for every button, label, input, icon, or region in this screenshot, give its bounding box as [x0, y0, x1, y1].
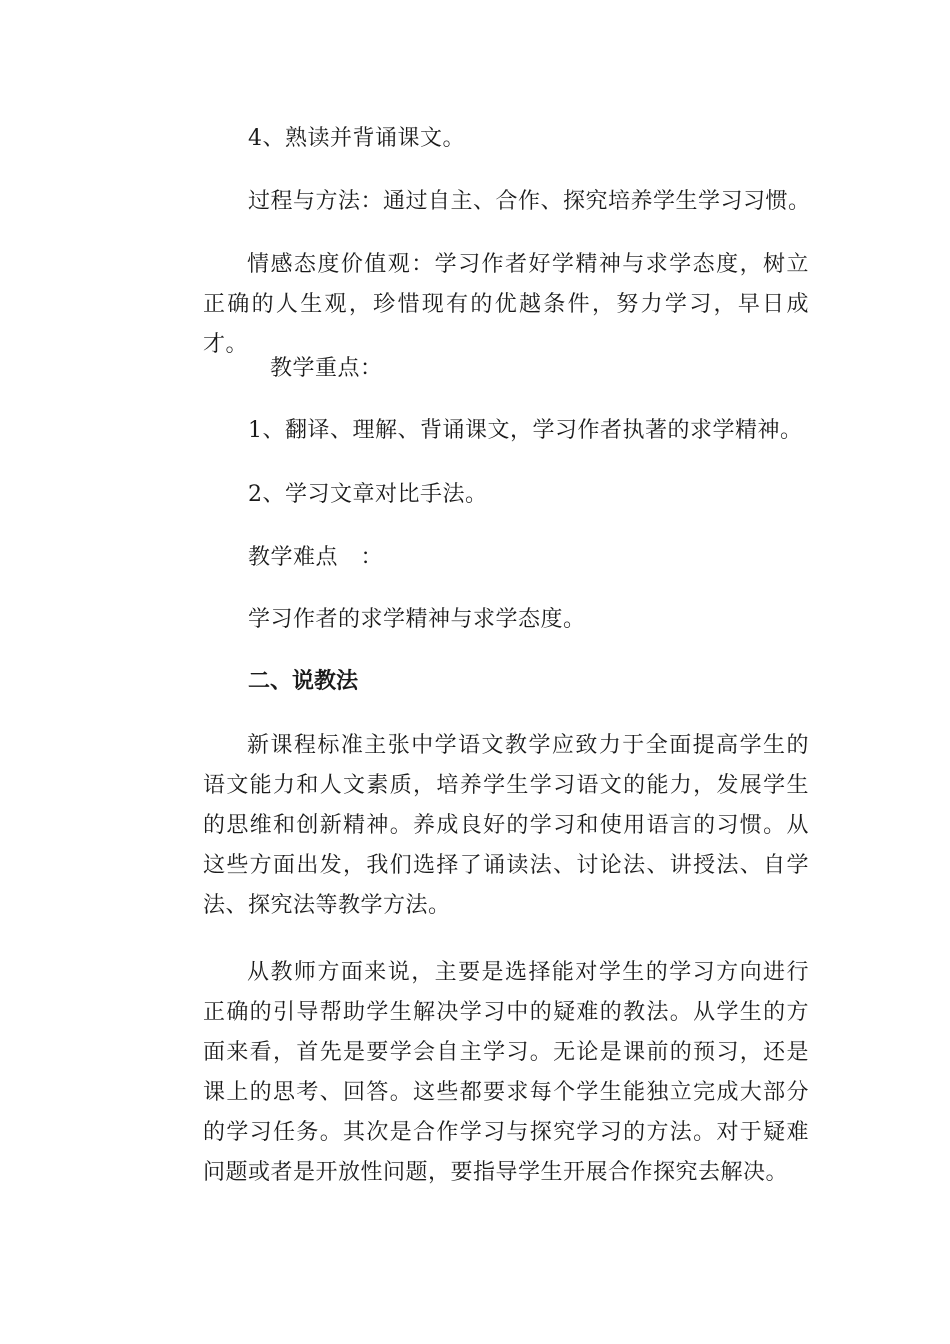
process-method-objective: 过程与方法：通过自主、合作、探究培养学生学习习惯。 [248, 189, 811, 214]
teaching-methods-paragraph-1: 新课程标准主张中学语文教学应致力于全面提高学生的语文能力和人文素质，培养学生学习语文的能力，发展学生的思维和创新精神。养成良好的学习和使用语言的习惯。从这些方面出发，我们选择了诵读法、讨论法、讲授法、自学法、探究法等教学方法。 [203, 733, 809, 918]
emotion-values-objective: 情感态度价值观：学习作者好学精神与求学态度，树立正确的人生观，珍惜现有的优越条件，努力学习，早日成才。 [203, 252, 809, 357]
section-heading-teaching-methods: 二、说教法 [248, 669, 359, 694]
key-point-item-1: 1、翻译、理解、背诵课文，学习作者执著的求学精神。 [248, 418, 803, 443]
key-points-heading: 教学重点： [270, 356, 383, 381]
difficult-points-heading: 教学难点 ： [248, 545, 384, 570]
teaching-methods-paragraph-2: 从教师方面来说，主要是选择能对学生的学习方向进行正确的引导帮助学生解决学习中的疑难的教法。从学生的方面来看，首先是要学会自主学习。无论是课前的预习，还是课上的思考、回答。这些都要求每个学生能独立完成大部分的学习任务。其次是合作学习与探究学习的方法。对于疑难问题或者是开放性问题，要指导学生开展合作探究去解决。 [203, 960, 809, 1185]
objective-item-4: 4、熟读并背诵课文。 [248, 126, 465, 151]
difficult-points-content: 学习作者的求学精神与求学态度。 [248, 607, 586, 632]
key-point-item-2: 2、学习文章对比手法。 [248, 482, 488, 507]
